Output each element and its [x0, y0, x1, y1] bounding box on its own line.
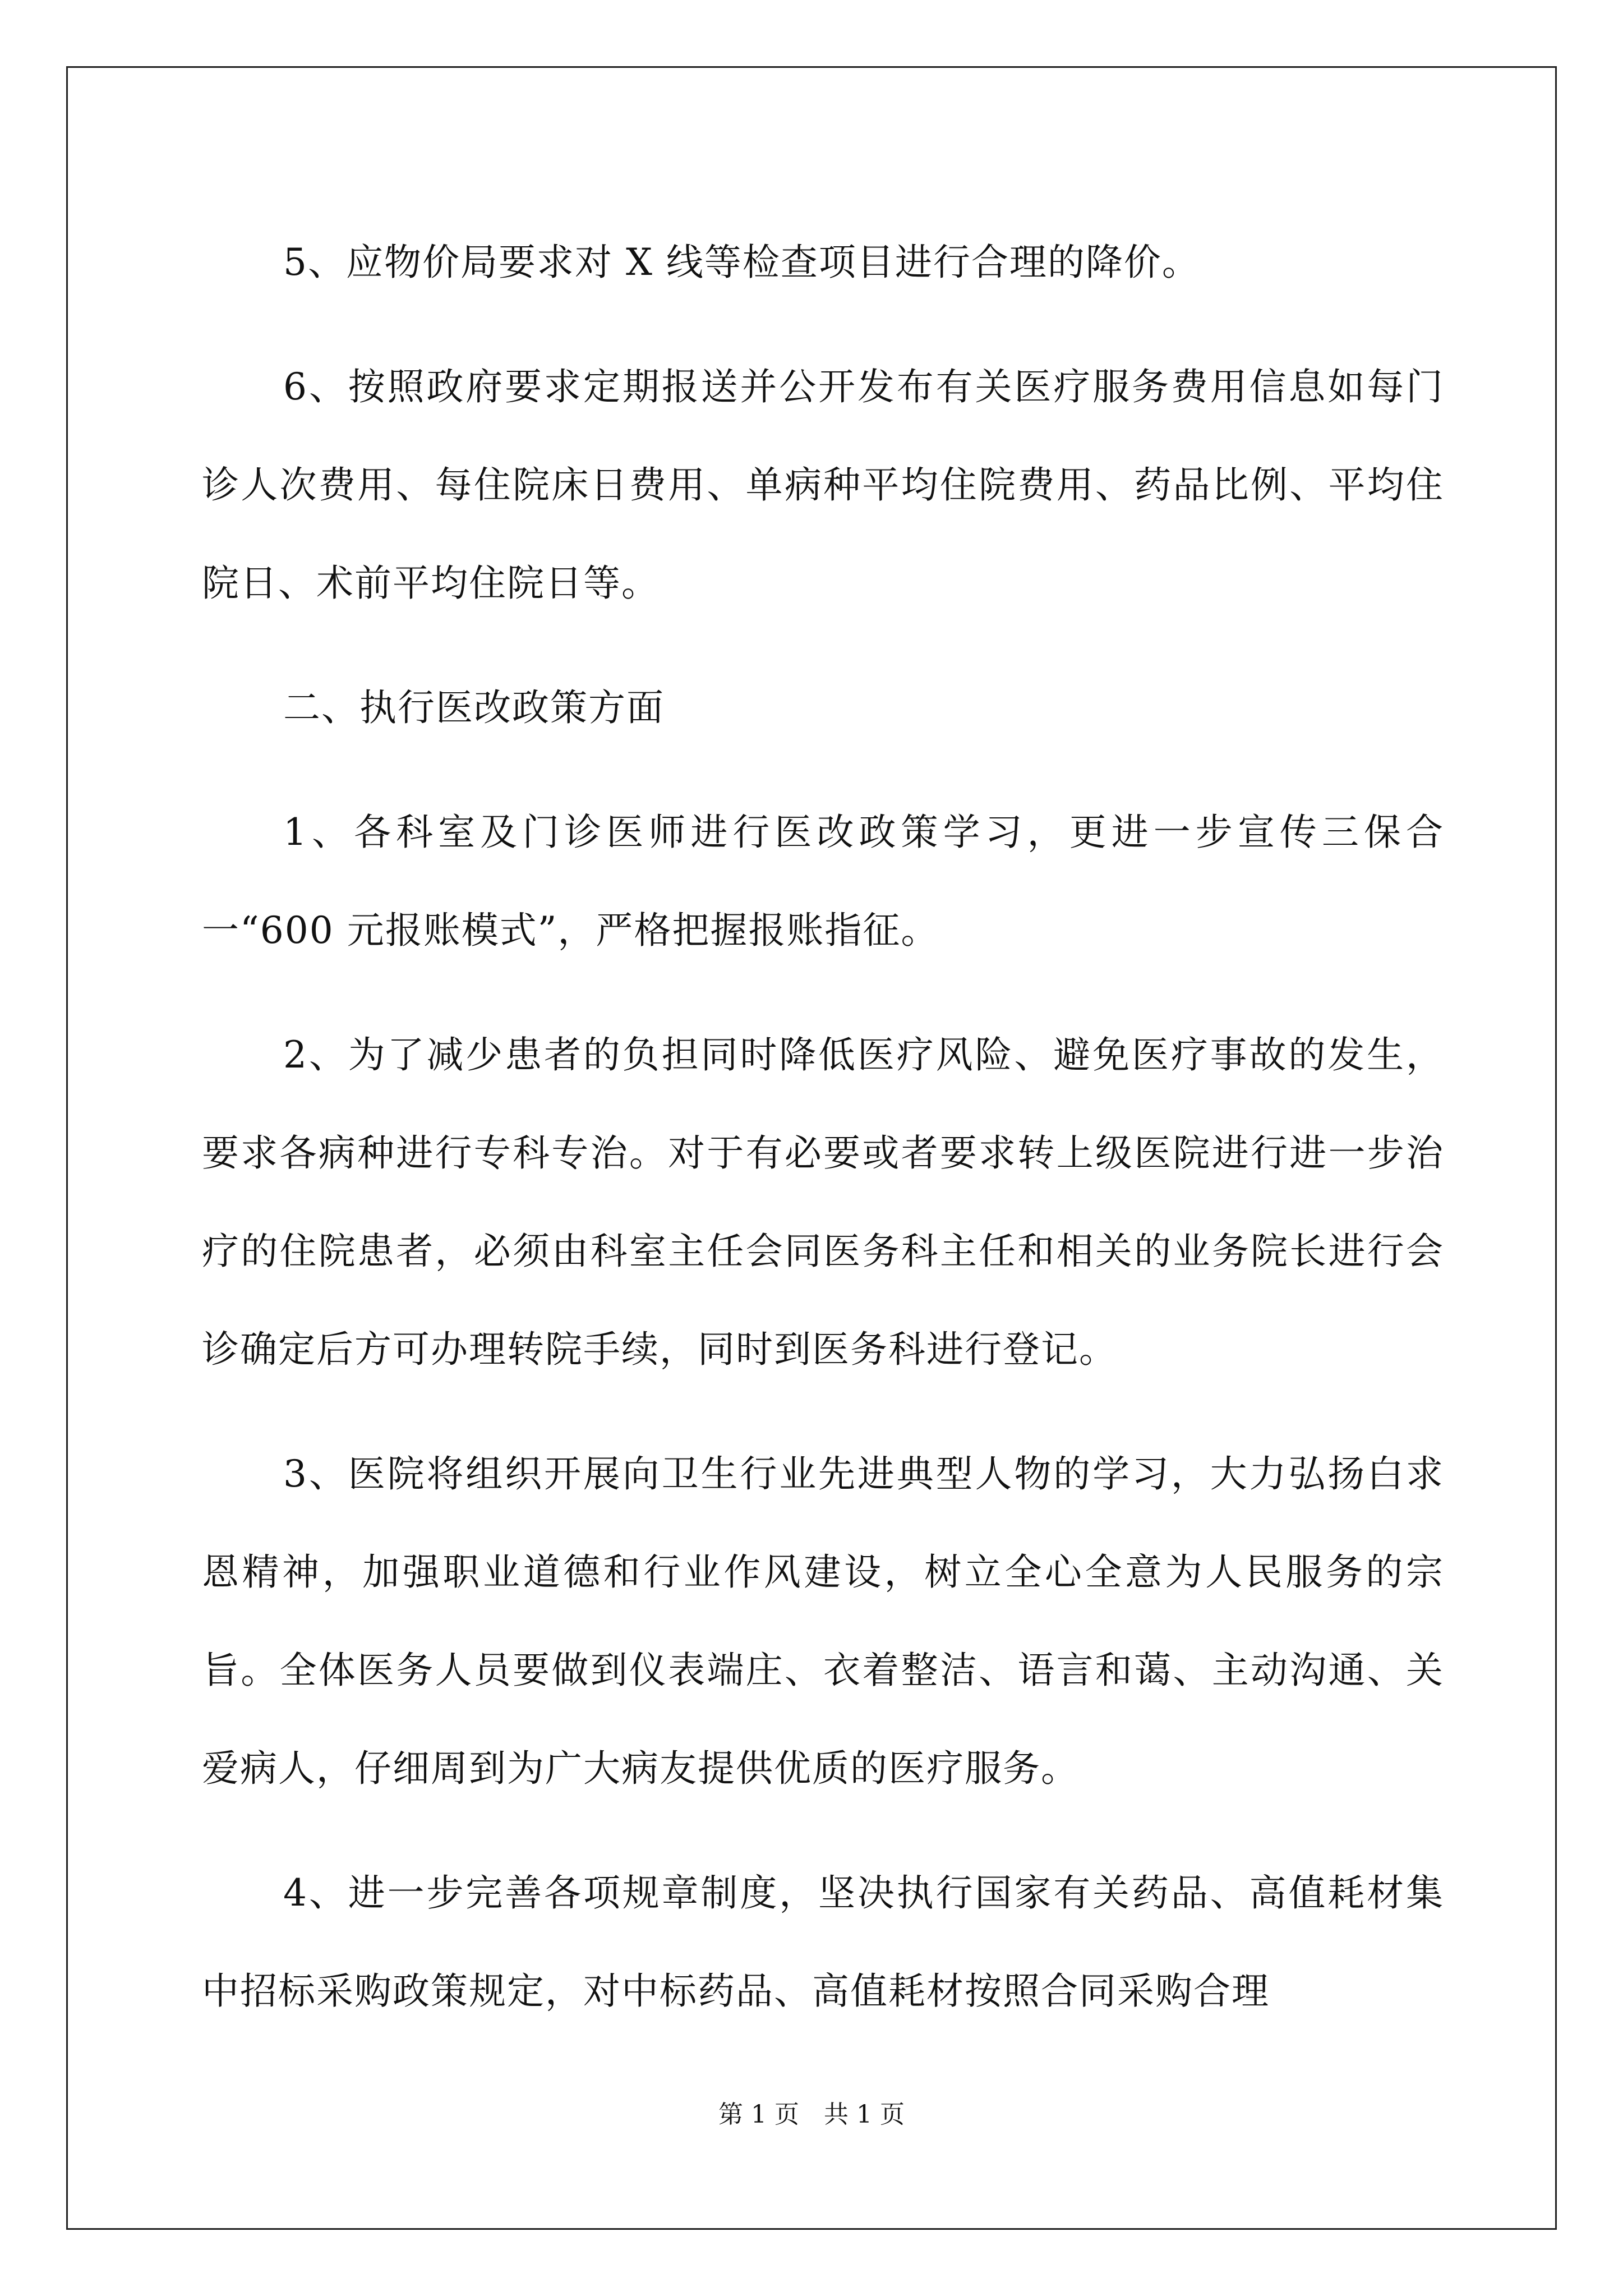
section-heading: 二、执行医改政策方面 [283, 686, 665, 729]
paragraph-6: 6、按照政府要求定期报送并公开发布有关医疗服务费用信息如每门诊人次费用、每住院床日费用、单病种平均住院费用、药品比例、平均住院日、术前平均住院日等。 [202, 365, 1444, 605]
document-body [202, 213, 1444, 2040]
page-footer: 第 1 页 共 1 页 [718, 2100, 905, 2129]
paragraph-4: 4、进一步完善各项规章制度，坚决执行国家有关药品、高值耗材集中招标采购政策规定，对中标药品、高值耗材按照合同采购合理 [202, 1871, 1444, 2013]
paragraph-3: 3、医院将组织开展向卫生行业先进典型人物的学习，大力弘扬白求恩精神，加强职业道德和行业作风建设，树立全心全意为人民服务的宗旨。全体医务人员要做到仪表端庄、衣着整洁、语言和蔼、主动沟通、关爱病人，仔细周到为广大病友提供优质的医疗服务。 [202, 1452, 1444, 1790]
paragraph-2: 2、为了减少患者的负担同时降低医疗风险、避免医疗事故的发生，要求各病种进行专科专治。对于有必要或者要求转上级医院进行进一步治疗的住院患者，必须由科室主任会同医务科主任和相关的业务院长进行会诊确定后方可办理转院手续，同时到医务科进行登记。 [202, 1033, 1444, 1371]
paragraph-5: 5、应物价局要求对 X 线等检查项目进行合理的降价。 [283, 241, 1200, 284]
paragraph-1: 1、各科室及门诊医师进行医改政策学习，更进一步宣传三保合一“600 元报账模式”，严格把握报账指征。 [202, 811, 1444, 952]
